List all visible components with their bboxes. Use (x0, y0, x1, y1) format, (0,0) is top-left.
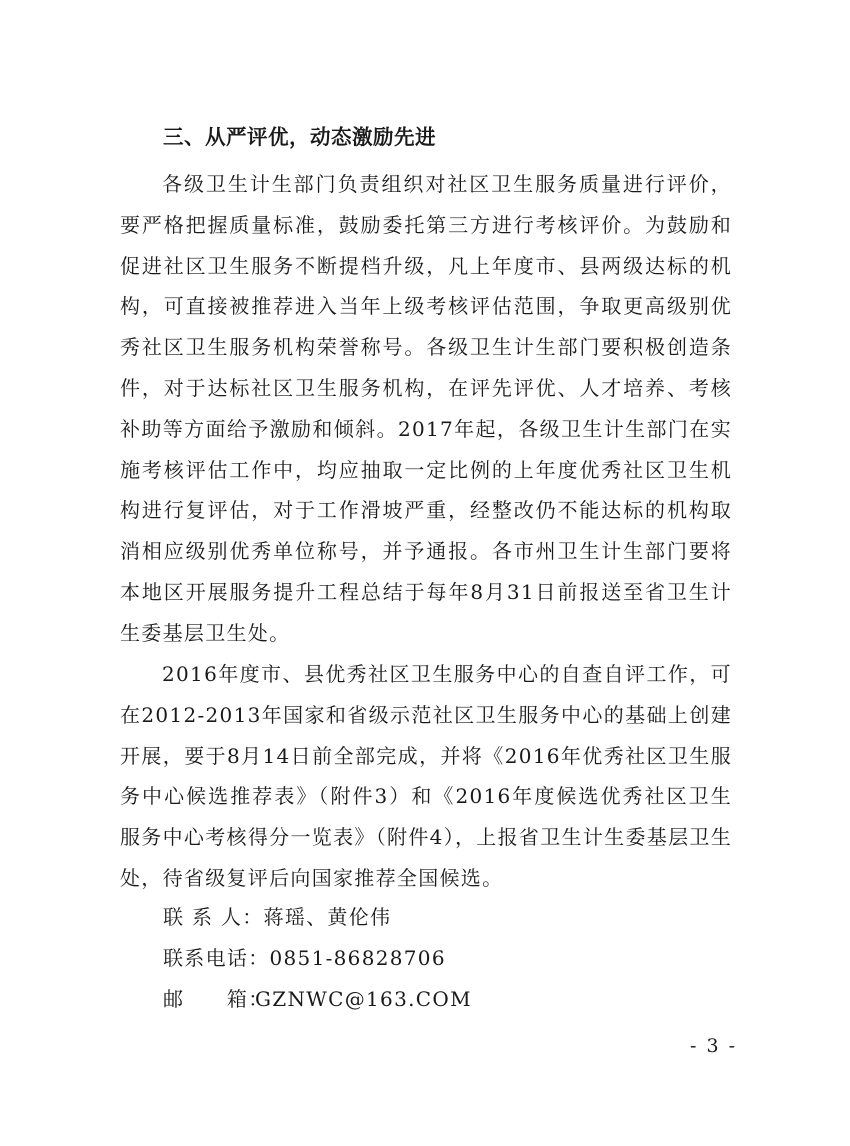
contact-person-label: 联 系 人： (163, 905, 264, 929)
contact-email-label: 邮 箱： (163, 987, 270, 1011)
contact-phone-label: 联系电话： (163, 946, 270, 970)
contact-phone-line (163, 942, 446, 971)
page-number: - 3 - (690, 1035, 738, 1057)
contact-phone-value: 0851-86828706 (269, 946, 446, 970)
contact-person-value: 蒋瑶、黄伦伟 (263, 905, 392, 929)
body-paragraph-evaluation: 各级卫生计生部门负责组织对社区卫生服务质量进行评价，要严格把握质量标准，鼓励委托第三方进行考核评价。为鼓励和促进社区卫生服务不断提档升级，凡上年度市、县两级达标的机构，可直接被推荐进入当年上级考核评估范围，争取更高级别优秀社区卫生服务机构荣誉称号。各级卫生计生部门要积极创造条件，对于达标社区卫生服务机构，在评先评优、人才培养、考核补助等方面给予激励和倾斜。2017年起，各级卫生计生部门在实施考核评估工作中，均应抽取一定比例的上年度优秀社区卫生机构进行复评估，对于工作滑坡严重，经整改仍不能达标的机构取消相应级别优秀单位称号，并予通报。各市州卫生计生部门要将本地区开展服务提升工程总结于每年8月31日前报送至省卫生计生委基层卫生处。 (120, 172, 732, 645)
contact-person-line (163, 901, 391, 930)
contact-email-line (163, 983, 472, 1012)
body-paragraph-self-assessment: 2016年度市、县优秀社区卫生服务中心的自查自评工作，可在2012-2013年国家和省级示范社区卫生服务中心的基础上创建开展，要于8月14日前全部完成，并将《2016年优秀社区卫生服务中心候选推荐表》（附件3）和《2016年度候选优秀社区卫生服务中心考核得分一览表》（附件4），上报省卫生计生委基层卫生处，待省级复评后向国家推荐全国候选。 (120, 662, 732, 890)
section-heading: 三、从严评优，动态激励先进 (163, 125, 436, 149)
contact-email-value: GZNWC@163.COM (255, 987, 472, 1011)
